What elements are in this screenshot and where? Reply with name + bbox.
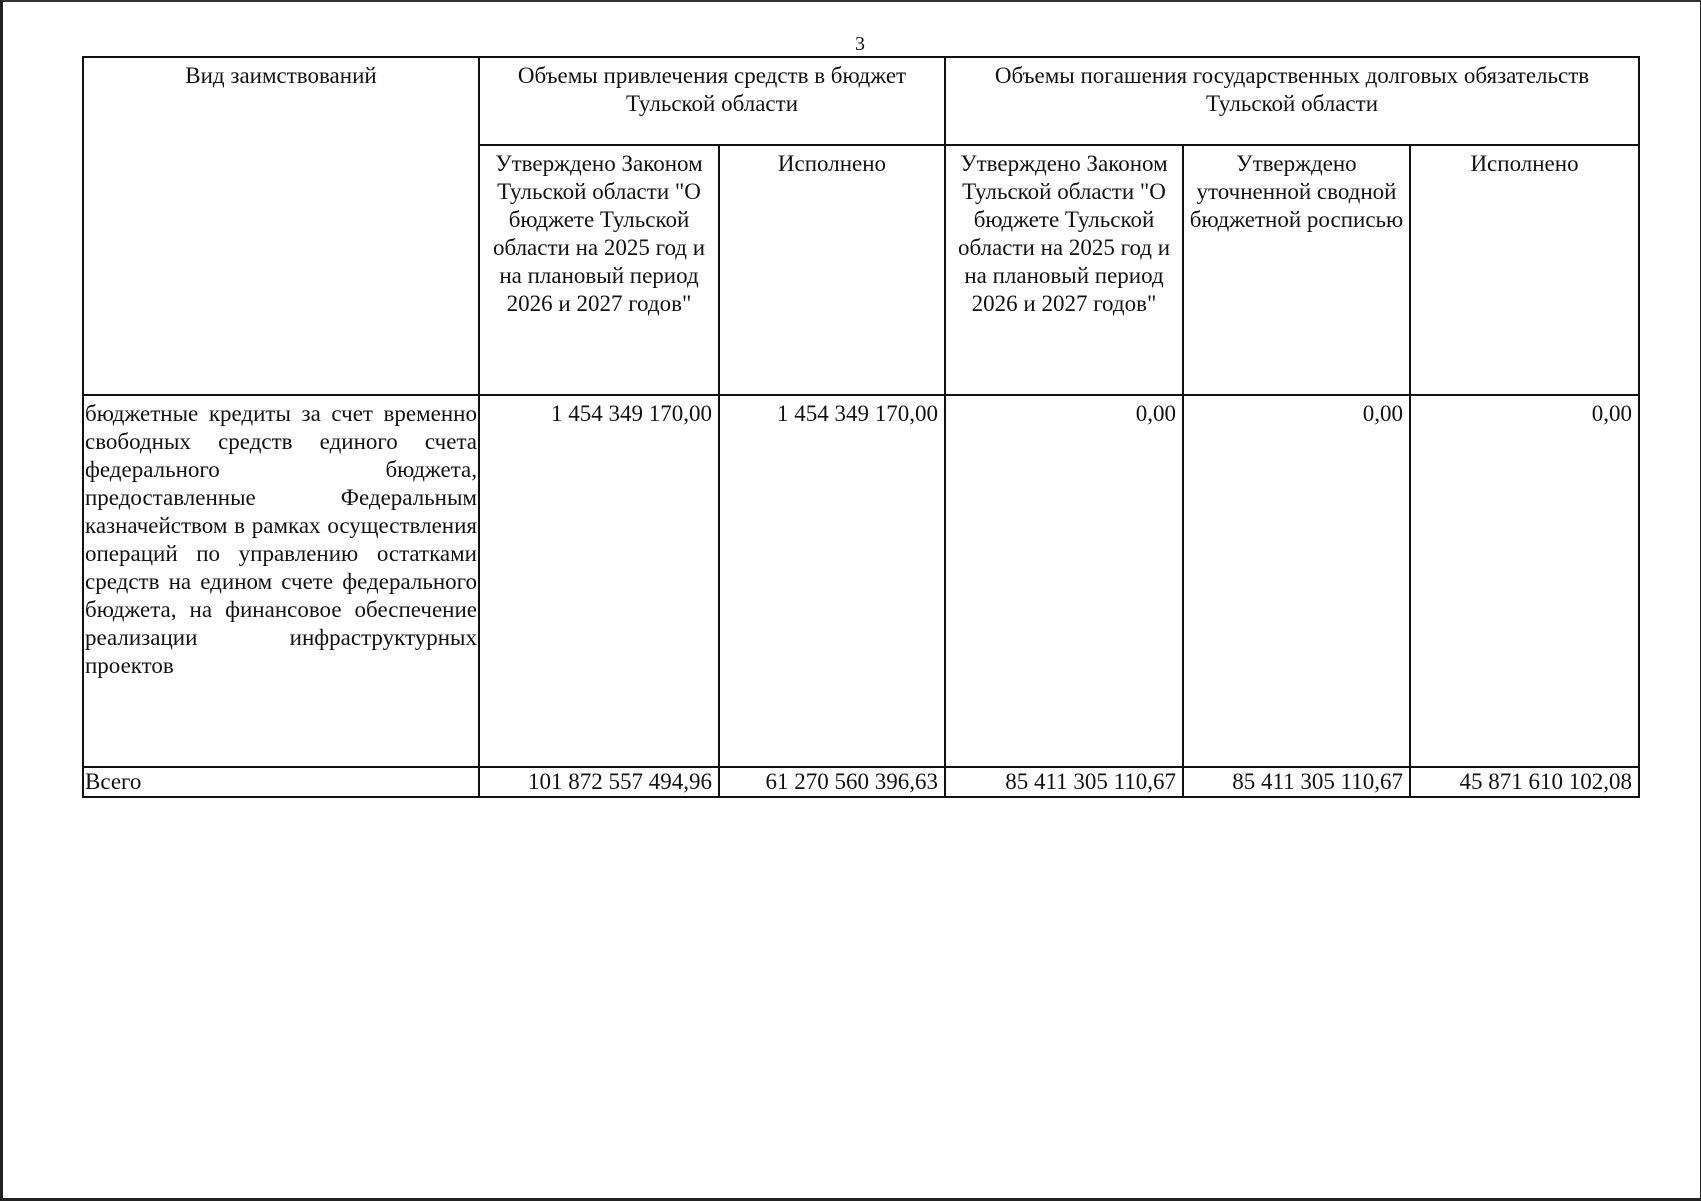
cell-attraction-executed: 61 270 560 396,63 <box>719 767 945 797</box>
header-attraction-approved-by-law: Утверждено Законом Тульской области "О бюджете Тульской области на 2025 год и на плановый период 2026 и 2027 годов" <box>479 145 719 395</box>
header-repayment-approved-by-law: Утверждено Законом Тульской области "О бюджете Тульской области на 2025 год и на плановый период 2026 и 2027 годов" <box>945 145 1183 395</box>
cell-attraction-approved: 101 872 557 494,96 <box>479 767 719 797</box>
header-repayment-approved-refined: Утверждено уточненной сводной бюджетной росписью <box>1183 145 1410 395</box>
header-repayment-group: Объемы погашения государственных долговых обязательств Тульской области <box>945 57 1639 145</box>
cell-repayment-executed: 0,00 <box>1410 395 1639 767</box>
header-attraction-group: Объемы привлечения средств в бюджет Тульской области <box>479 57 945 145</box>
table-row <box>83 395 1639 767</box>
cell-repayment-executed: 45 871 610 102,08 <box>1410 767 1639 797</box>
header-borrowing-type: Вид заимствований <box>83 57 479 395</box>
row-label: Всего <box>83 767 479 797</box>
total-row <box>83 767 1639 797</box>
cell-repayment-approved-refined: 0,00 <box>1183 395 1410 767</box>
cell-repayment-approved-by-law: 85 411 305 110,67 <box>945 767 1183 797</box>
page-number: 3 <box>855 33 865 55</box>
header-row-1 <box>83 57 1639 145</box>
header-attraction-executed: Исполнено <box>719 145 945 395</box>
borrowings-table <box>82 56 1640 798</box>
cell-repayment-approved-refined: 85 411 305 110,67 <box>1183 767 1410 797</box>
row-label: бюджетные кредиты за счет временно свободных средств единого счета федерального бюджета, предоставленные Федеральным казначейством в рамках осуществления операций по управлению остатками средств на едином счете федерального бюджета, на финансовое обеспечение реализации инфраструктурных проектов <box>83 395 479 767</box>
cell-attraction-approved: 1 454 349 170,00 <box>479 395 719 767</box>
header-repayment-executed: Исполнено <box>1410 145 1639 395</box>
cell-repayment-approved-by-law: 0,00 <box>945 395 1183 767</box>
cell-attraction-executed: 1 454 349 170,00 <box>719 395 945 767</box>
